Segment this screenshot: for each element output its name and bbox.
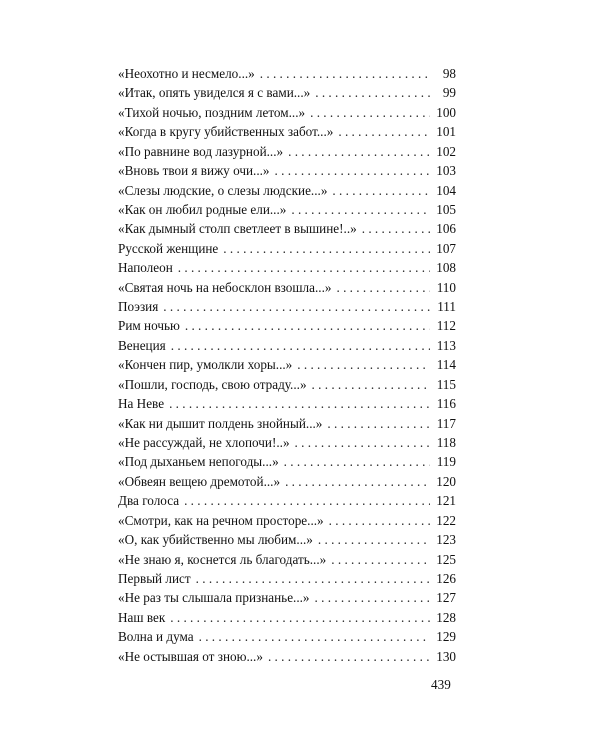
toc-entry-page: 100	[436, 104, 456, 120]
dot-leader	[332, 181, 430, 200]
toc-entry-title: «Слезы людские, о слезы людские...»	[118, 182, 328, 198]
toc-entry-page: 104	[436, 182, 456, 198]
toc-entry	[118, 414, 456, 433]
toc-entry-title: «Тихой ночью, поздним летом...»	[118, 104, 306, 120]
toc-entry-page: 116	[436, 396, 456, 412]
toc-entry	[118, 511, 456, 530]
toc-entry-page: 128	[436, 609, 456, 625]
toc-entry	[118, 142, 456, 161]
toc-entry	[118, 550, 456, 569]
dot-leader	[268, 647, 430, 666]
toc-entry-page: 112	[436, 318, 456, 334]
toc-entry-title: На Неве	[118, 396, 165, 412]
toc-entry	[118, 530, 456, 549]
toc-entry	[118, 355, 456, 374]
toc-entry-title: «Вновь твои я вижу очи...»	[118, 163, 270, 179]
dot-leader	[178, 258, 430, 277]
toc-entry	[118, 200, 456, 219]
toc-entry-title: «Обвеян вещею дремотой...»	[118, 473, 281, 489]
toc-entry-title: «Как он любил родные ели...»	[118, 201, 287, 217]
toc-entry-title: «О, как убийственно мы любим...»	[118, 532, 313, 548]
dot-leader	[260, 64, 430, 83]
dot-leader	[336, 278, 430, 297]
toc-entry	[118, 375, 456, 394]
toc-entry-title: «По равнине вод лазурной...»	[118, 143, 284, 159]
toc-entry-title: «Святая ночь на небосклон взошла...»	[118, 279, 332, 295]
toc-entry-page: 103	[436, 163, 456, 179]
toc-entry	[118, 433, 456, 452]
toc-entry-page: 126	[436, 570, 456, 586]
toc-entry	[118, 452, 456, 471]
dot-leader	[315, 83, 430, 102]
toc-entry-page: 119	[436, 454, 456, 470]
toc-entry-page: 115	[436, 376, 456, 392]
dot-leader	[291, 200, 430, 219]
toc-entry-page: 123	[436, 532, 456, 548]
dot-leader	[285, 472, 430, 491]
dot-leader	[223, 239, 430, 258]
toc-entry	[118, 161, 456, 180]
toc-entry	[118, 297, 456, 316]
toc-entry	[118, 239, 456, 258]
toc-entry	[118, 278, 456, 297]
toc-entry	[118, 103, 456, 122]
dot-leader	[199, 627, 430, 646]
toc-entry	[118, 394, 456, 413]
toc-entry-title: Поэзия	[118, 299, 159, 315]
toc-entry	[118, 336, 456, 355]
page-number: 439	[431, 677, 451, 692]
toc-entry	[118, 647, 456, 666]
toc-entry-page: 129	[436, 629, 456, 645]
toc-entry-page: 127	[436, 590, 456, 606]
toc-entry-title: «Смотри, как на речном просторе...»	[118, 512, 324, 528]
dot-leader	[184, 491, 430, 510]
toc-entry-title: «Итак, опять увиделся я с вами...»	[118, 85, 311, 101]
toc-entry-title: «Не знаю я, коснется ль благодать...»	[118, 551, 327, 567]
toc-entry-page: 101	[436, 124, 456, 140]
toc-entry-title: Русской женщине	[118, 240, 219, 256]
dot-leader	[362, 219, 430, 238]
toc-entry	[118, 491, 456, 510]
toc-entry-page: 118	[436, 435, 456, 451]
toc-entry	[118, 219, 456, 238]
dot-leader	[196, 569, 430, 588]
toc-entry-page: 106	[436, 221, 456, 237]
toc-entry-page: 130	[436, 648, 456, 664]
dot-leader	[338, 122, 430, 141]
dot-leader	[318, 530, 430, 549]
toc-entry-title: Наполеон	[118, 260, 173, 276]
dot-leader	[170, 608, 430, 627]
toc-entry	[118, 122, 456, 141]
dot-leader	[275, 161, 430, 180]
dot-leader	[284, 452, 430, 471]
dot-leader	[288, 142, 430, 161]
dot-leader	[312, 375, 430, 394]
dot-leader	[185, 316, 430, 335]
dot-leader	[169, 394, 430, 413]
toc-entry-title: Венеция	[118, 337, 166, 353]
toc-entry-page: 105	[436, 201, 456, 217]
toc-entry-title: «Неохотно и несмело...»	[118, 66, 255, 81]
toc-entry-title: «Кончен пир, умолкли хоры...»	[118, 357, 293, 373]
dot-leader	[163, 297, 430, 316]
toc-entry-title: «Не остывшая от зною...»	[118, 648, 263, 664]
toc-entry-title: «Не рассуждай, не хлопочи!..»	[118, 435, 290, 451]
toc-entry-title: Волна и дума	[118, 629, 194, 645]
toc-entry-page: 108	[436, 260, 456, 276]
toc-entry-page: 114	[436, 357, 456, 373]
table-of-contents	[118, 64, 456, 666]
dot-leader	[329, 511, 430, 530]
toc-entry-page: 122	[436, 512, 456, 528]
toc-entry-title: «Не раз ты слышала признанье...»	[118, 590, 310, 606]
toc-entry-title: «Пошли, господь, свою отраду...»	[118, 376, 307, 392]
toc-entry-title: Два голоса	[118, 493, 180, 509]
dot-leader	[331, 550, 430, 569]
toc-entry-page: 102	[436, 143, 456, 159]
toc-entry-title: Рим ночью	[118, 318, 180, 334]
dot-leader	[315, 588, 430, 607]
toc-entry-page: 117	[436, 415, 456, 431]
toc-entry	[118, 627, 456, 646]
toc-entry-title: Наш век	[118, 609, 166, 625]
toc-entry	[118, 569, 456, 588]
toc-entry-title: Первый лист	[118, 570, 191, 586]
toc-entry-page: 113	[436, 337, 456, 353]
toc-entry	[118, 258, 456, 277]
toc-entry-page: 99	[442, 85, 456, 101]
toc-entry-title: «Когда в кругу убийственных забот...»	[118, 124, 334, 140]
toc-entry-page: 120	[436, 473, 456, 489]
toc-entry-page: 110	[436, 279, 456, 295]
toc-entry	[118, 608, 456, 627]
dot-leader	[310, 103, 430, 122]
toc-entry	[118, 316, 456, 335]
dot-leader	[171, 336, 430, 355]
toc-entry-title: «Как ни дышит полдень знойный...»	[118, 415, 323, 431]
toc-entry-page: 111	[437, 299, 456, 315]
toc-entry-page: 107	[436, 240, 456, 256]
toc-entry-title: «Под дыханьем непогоды...»	[118, 454, 279, 470]
toc-entry-page: 125	[436, 551, 456, 567]
dot-leader	[295, 433, 430, 452]
toc-entry-page: 98	[442, 66, 456, 81]
toc-entry-title: «Как дымный столп светлеет в вышине!..»	[118, 221, 357, 237]
toc-entry	[118, 64, 456, 83]
toc-entry	[118, 181, 456, 200]
dot-leader	[297, 355, 430, 374]
toc-entry	[118, 588, 456, 607]
toc-entry-page: 121	[436, 493, 456, 509]
toc-entry	[118, 472, 456, 491]
toc-entry	[118, 83, 456, 102]
dot-leader	[327, 414, 430, 433]
